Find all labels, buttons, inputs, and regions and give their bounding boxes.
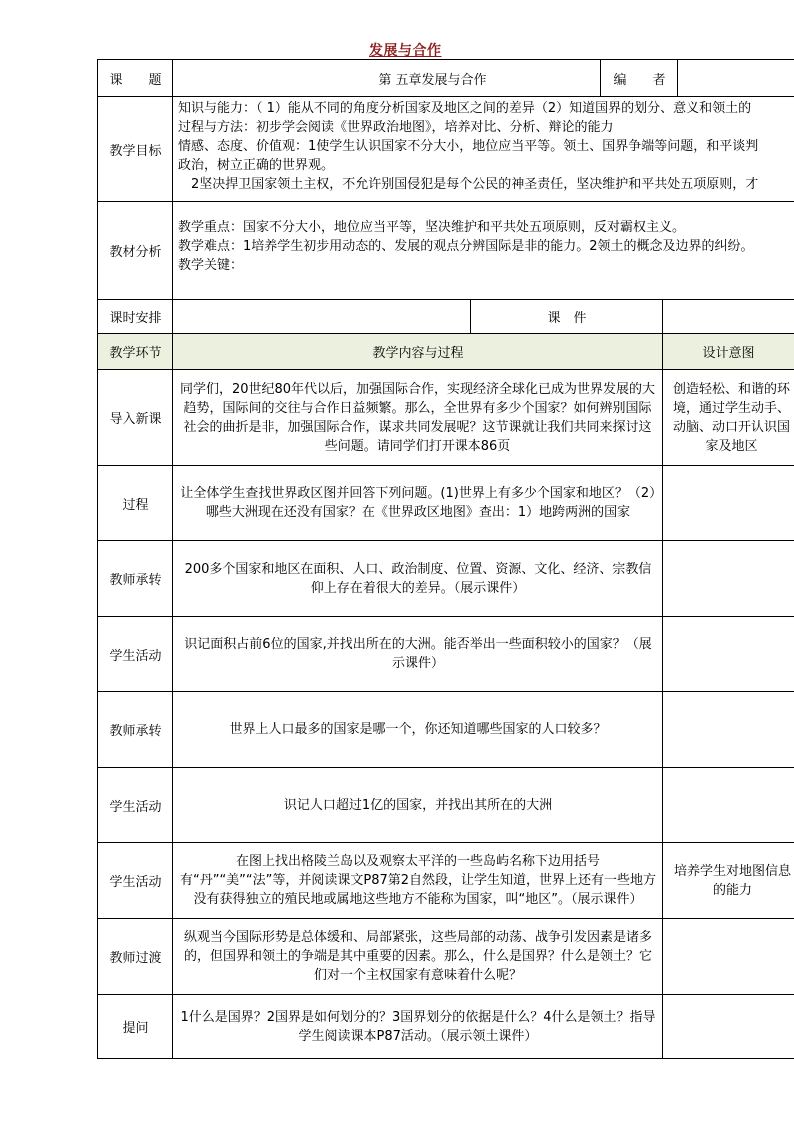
schedule-row bbox=[97, 299, 794, 333]
content-text: 让全体学生查找世界政区图并回答下列问题。(1)世界上有多少个国家和地区？（2）哪些大洲现在还没有国家？在《世界政区地图》查出：1）地跨两洲的国家 bbox=[180, 486, 656, 520]
goals-line: 2坚决捍卫国家领土主权，不允许别国侵犯是每个公民的神圣责任，坚决维护和平共处五项原则，才 bbox=[178, 177, 759, 192]
goals-line: 情感、态度、价值观：1使学生认识国家不分大小，地位应当平等。领土、国界争端等问题，和平谈判 bbox=[178, 139, 759, 154]
intent-cell bbox=[662, 768, 794, 842]
stage-cell: 教师承转 bbox=[97, 692, 173, 767]
content-cell bbox=[172, 995, 663, 1058]
content-cell bbox=[172, 541, 663, 616]
goals-line: 过程与方法：初步学会阅读《世界政治地图》，培养对比、分析、辩论的能力 bbox=[178, 120, 614, 135]
stage-cell: 学生活动 bbox=[97, 768, 173, 842]
process-header-row bbox=[97, 333, 794, 369]
analysis-content bbox=[172, 202, 794, 299]
content-cell bbox=[172, 370, 663, 465]
process-row bbox=[97, 918, 794, 994]
content-cell bbox=[172, 466, 663, 540]
process-row bbox=[97, 691, 794, 767]
intent-cell bbox=[662, 466, 794, 540]
content-cell bbox=[172, 919, 663, 994]
stage-cell: 学生活动 bbox=[97, 843, 173, 918]
table-left-border bbox=[97, 59, 98, 1059]
process-row bbox=[97, 369, 794, 465]
analysis-row bbox=[97, 201, 794, 299]
goals-row bbox=[97, 96, 794, 201]
schedule-value bbox=[172, 300, 472, 333]
header-row bbox=[97, 59, 794, 96]
intent-cell bbox=[662, 541, 794, 616]
intent-text: 培养学生对地图信息的能力 bbox=[673, 863, 791, 898]
schedule-label: 课时安排 bbox=[97, 300, 173, 333]
content-text: 在图上找出格陵兰岛以及观察太平洋的一些岛屿名称下边用括号有“丹”“美”“法”等，并阅读课文P87第2自然段，让学生知道，世界上还有一些地方没有获得独立的殖民地或属地这些地方不能称为国家，叫“地区”。（展示课件） bbox=[179, 854, 657, 907]
intent-cell bbox=[662, 617, 794, 691]
document-title: 发展与合作 bbox=[369, 43, 442, 59]
content-cell bbox=[172, 692, 663, 767]
intent-cell bbox=[662, 919, 794, 994]
goals-line: 政治，树立正确的世界观。 bbox=[178, 158, 335, 173]
stage-cell: 导入新课 bbox=[97, 370, 173, 465]
content-text: 识记面积占前6位的国家,并找出所在的大洲。能否举出一些面积较小的国家？（展示课件） bbox=[184, 637, 652, 671]
goals-line: 知识与能力：（ 1）能从不同的角度分析国家及地区之间的差异（2）知道国界的划分、意义和领土的 bbox=[178, 101, 752, 116]
content-cell bbox=[172, 843, 663, 918]
content-text: 200多个国家和地区在面积、人口、政治制度、位置、资源、文化、经济、宗教信仰上存在着很大的差异。（展示课件） bbox=[184, 561, 652, 596]
stage-header: 教学环节 bbox=[97, 334, 173, 369]
process-row bbox=[97, 465, 794, 540]
intent-text: 创造轻松、和谐的环境，通过学生动手、动脑、动口开认识国家及地区 bbox=[672, 381, 790, 454]
subject-label: 课 题 bbox=[97, 60, 173, 96]
courseware-value bbox=[662, 300, 794, 333]
content-text: 同学们，20世纪80年代以后，加强国际合作，实现经济全球化已成为世界发展的大趋势，国际间的交往与合作日益频繁。那么，全世界有多少个国家？如何辨别国际社会的曲折是非，加强国际合作，谋求共同发展呢？这节课就让我们共同来探讨这些问题。请同学们打开课本86页 bbox=[179, 381, 656, 454]
stage-cell: 提问 bbox=[97, 995, 173, 1058]
courseware-label: 课 件 bbox=[470, 300, 663, 333]
goals-label: 教学目标 bbox=[97, 97, 173, 201]
intent-cell bbox=[662, 843, 794, 918]
content-text: 识记人口超过1亿的国家，并找出其所在的大洲 bbox=[283, 797, 553, 813]
process-row bbox=[97, 767, 794, 842]
author-label: 编 者 bbox=[600, 60, 678, 96]
content-cell bbox=[172, 768, 663, 842]
analysis-label: 教材分析 bbox=[97, 202, 173, 299]
process-row bbox=[97, 616, 794, 691]
analysis-line: 教学重点：国家不分大小，地位应当平等，坚决维护和平共处五项原则，反对霸权主义。 bbox=[178, 220, 686, 235]
stage-cell: 学生活动 bbox=[97, 617, 173, 691]
content-text: 世界上人口最多的国家是哪一个，你还知道哪些国家的人口较多？ bbox=[229, 722, 607, 737]
author-value bbox=[677, 60, 794, 96]
content-text: 纵观当今国际形势是总体缓和、局部紧张，这些局部的动荡、战争引发因素是诸多的，但国界和领土的争端是其中重要的因素。那么，什么是国界？什么是领土？它们对一个主权国家有意味着什么呢？ bbox=[183, 930, 652, 983]
analysis-line: 教学关键： bbox=[178, 258, 244, 273]
process-row bbox=[97, 994, 794, 1059]
analysis-line: 教学难点：1培养学生初步用动态的、发展的观点分辨国际是非的能力。2领土的概念及边界的纠纷。 bbox=[178, 239, 754, 254]
lesson-plan-table bbox=[97, 59, 794, 1059]
intent-cell bbox=[662, 995, 794, 1058]
intent-cell bbox=[662, 370, 794, 465]
content-cell bbox=[172, 617, 663, 691]
process-row bbox=[97, 842, 794, 918]
intent-cell bbox=[662, 692, 794, 767]
stage-cell: 过程 bbox=[97, 466, 173, 540]
content-header: 教学内容与过程 bbox=[172, 334, 663, 369]
intent-header: 设计意图 bbox=[662, 334, 794, 369]
subject-value: 第 五章发展与合作 bbox=[172, 60, 692, 96]
stage-cell: 教师过渡 bbox=[97, 919, 173, 994]
content-text: 1什么是国界？2国界是如何划分的？3国界划分的依据是什么？4什么是领土？指导学生阅读课本P87活动。（展示领土课件） bbox=[180, 1009, 656, 1044]
goals-content bbox=[172, 97, 794, 201]
process-row bbox=[97, 540, 794, 616]
stage-cell: 教师承转 bbox=[97, 541, 173, 616]
